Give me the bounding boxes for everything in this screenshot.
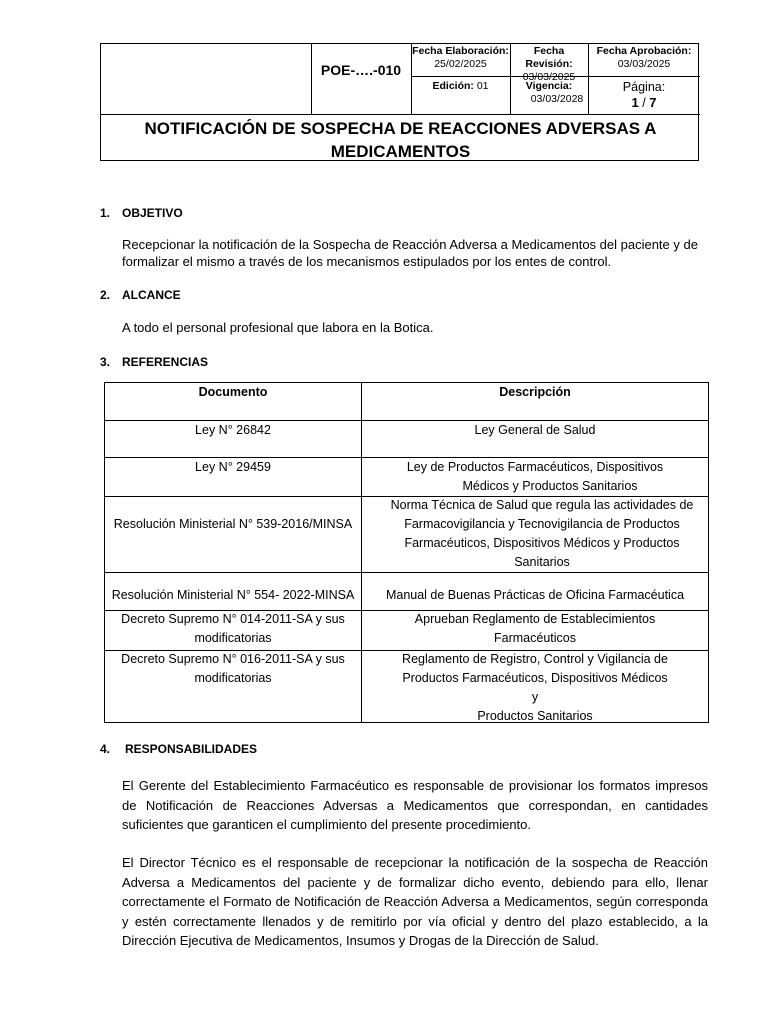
pagina-actual: 1 (631, 95, 639, 110)
edicion-value: 01 (476, 80, 489, 92)
fecha-revision-cell (510, 45, 588, 84)
section-title: RESPONSABILIDADES (125, 742, 258, 756)
cell-line: Manual de Buenas Prácticas de Oficina Farmacéutica (385, 588, 685, 602)
document-code: POE-….-010 (320, 62, 402, 78)
table-cell-descripcion (362, 496, 722, 572)
cell-line: Farmacéuticos, Dispositivos Médicos y Productos (404, 536, 680, 550)
section-number: 1. (100, 206, 111, 220)
table-cell-descripcion (362, 458, 708, 496)
pagina-cell (588, 80, 700, 111)
table-cell-documento (105, 458, 361, 477)
cell-line: Aprueban Reglamento de Establecimientos (414, 612, 656, 626)
section-title: REFERENCIAS (122, 355, 209, 369)
objetivo-line-1: Recepcionar la notificación de la Sospecha de Reacción Adversa a Medicamentos del paciente y de (122, 237, 698, 252)
fecha-elaboracion-value: 25/02/2025 (434, 58, 487, 70)
fecha-aprobacion-label: Fecha Aprobación: (596, 45, 692, 57)
cell-line: Sanitarios (514, 555, 570, 569)
section-heading-responsabilidades (100, 742, 257, 756)
section-heading-alcance (100, 288, 181, 302)
cell-line: Reglamento de Registro, Control y Vigilancia de (402, 652, 668, 666)
cell-line: Ley N° 26842 (195, 423, 271, 437)
responsabilidades-paragraph-2: El Director Técnico es el responsable de recepcionar la notificación de la sospecha de Reacción Adversa a Medicamentos del paciente y de formalizar dicho evento, debiendo para ello, llenar correctamente el Formato de Notificación de Reacción Adversa a Medicamentos, según corresponda y estén correctamente llenados y de remitirlo por vía oficial y dentro del plazo establecido, a la Dirección Ejecutiva de Medicamentos, Insumos y Drogas de la Dirección de Salud. (122, 855, 708, 948)
vigencia-value: 03/03/2028 (530, 93, 584, 105)
fecha-elaboracion-label: Fecha Elaboración: (412, 45, 509, 57)
cell-line: Resolución Ministerial N° 539-2016/MINSA (113, 517, 353, 531)
fecha-elaboracion-cell (411, 45, 510, 71)
divider (311, 44, 312, 114)
section-heading-objetivo (100, 206, 183, 220)
table-cell-documento (105, 586, 361, 605)
cell-line: Decreto Supremo N° 016-2011-SA y sus (121, 652, 345, 666)
pagina-total: 7 (649, 95, 657, 110)
table-cell-descripcion (362, 586, 708, 605)
section-number: 3. (100, 355, 111, 369)
page-title (101, 117, 700, 163)
document-header (100, 43, 699, 161)
title-line-1: NOTIFICACIÓN DE SOSPECHA DE REACCIONES ADVERSAS A (144, 119, 657, 138)
vigencia-label: Vigencia: (525, 80, 573, 92)
cell-line: modificatorias (194, 631, 272, 645)
section-number: 4. (100, 742, 111, 756)
table-cell-documento (105, 515, 361, 534)
column-header-descripcion: Descripción (499, 385, 571, 399)
table-cell-descripcion (362, 650, 708, 726)
section-title: OBJETIVO (122, 206, 183, 220)
cell-line: Productos Farmacéuticos, Dispositivos Médicos (402, 671, 668, 685)
alcance-text: A todo el personal profesional que labora en la Botica. (122, 320, 434, 335)
cell-line: Médicos y Productos Sanitarios (462, 479, 638, 493)
references-table (104, 382, 709, 723)
column-header-documento: Documento (198, 385, 268, 399)
cell-line: Productos Sanitarios (477, 709, 593, 723)
edicion-cell (411, 80, 510, 93)
objetivo-line-2: formalizar el mismo a través de los mecanismos estipulados por los entes de control. (122, 254, 612, 269)
cell-line: y (531, 690, 539, 704)
section-number: 2. (100, 288, 111, 302)
table-cell-documento (105, 610, 361, 648)
section-heading-referencias (100, 355, 208, 369)
divider (101, 114, 700, 115)
divider (105, 572, 708, 573)
edicion-label: Edición: (432, 80, 474, 92)
cell-line: Decreto Supremo N° 014-2011-SA y sus (121, 612, 345, 626)
table-cell-descripcion (362, 610, 708, 648)
cell-line: Farmacéuticos (494, 631, 576, 645)
pagina-separator: / (642, 96, 646, 110)
cell-line: Ley General de Salud (474, 423, 596, 437)
fecha-aprobacion-value: 03/03/2025 (617, 58, 671, 70)
cell-line: Farmacovigilancia y Tecnovigilancia de Productos (404, 517, 680, 531)
table-cell-descripcion (362, 421, 708, 440)
fecha-aprobacion-cell (588, 45, 700, 71)
cell-line: Ley de Productos Farmacéuticos, Dispositivos (406, 460, 664, 474)
section-title: ALCANCE (122, 288, 181, 302)
fecha-revision-label: Fecha Revisión: (525, 45, 573, 70)
table-cell-documento (105, 421, 361, 440)
responsabilidades-paragraph-1: El Gerente del Establecimiento Farmacéutico es responsable de provisionar los formatos impresos de Notificación de Reacciones Adversas a Medicamentos que correspondan, en cantidades suficientes que garanticen el cumplimiento del presente procedimiento. (122, 778, 708, 832)
title-line-2: MEDICAMENTOS (330, 142, 471, 161)
fecha-revision-value: 03/03/2025 (522, 71, 576, 83)
vigencia-cell (510, 80, 588, 106)
pagina-label: Página: (622, 80, 666, 94)
cell-line: modificatorias (194, 671, 272, 685)
cell-line: Ley N° 29459 (195, 460, 271, 474)
cell-line: Resolución Ministerial N° 554- 2022-MINSA (111, 588, 355, 602)
cell-line: Norma Técnica de Salud que regula las actividades de (390, 498, 694, 512)
objetivo-text (122, 236, 708, 270)
table-cell-documento (105, 650, 361, 688)
